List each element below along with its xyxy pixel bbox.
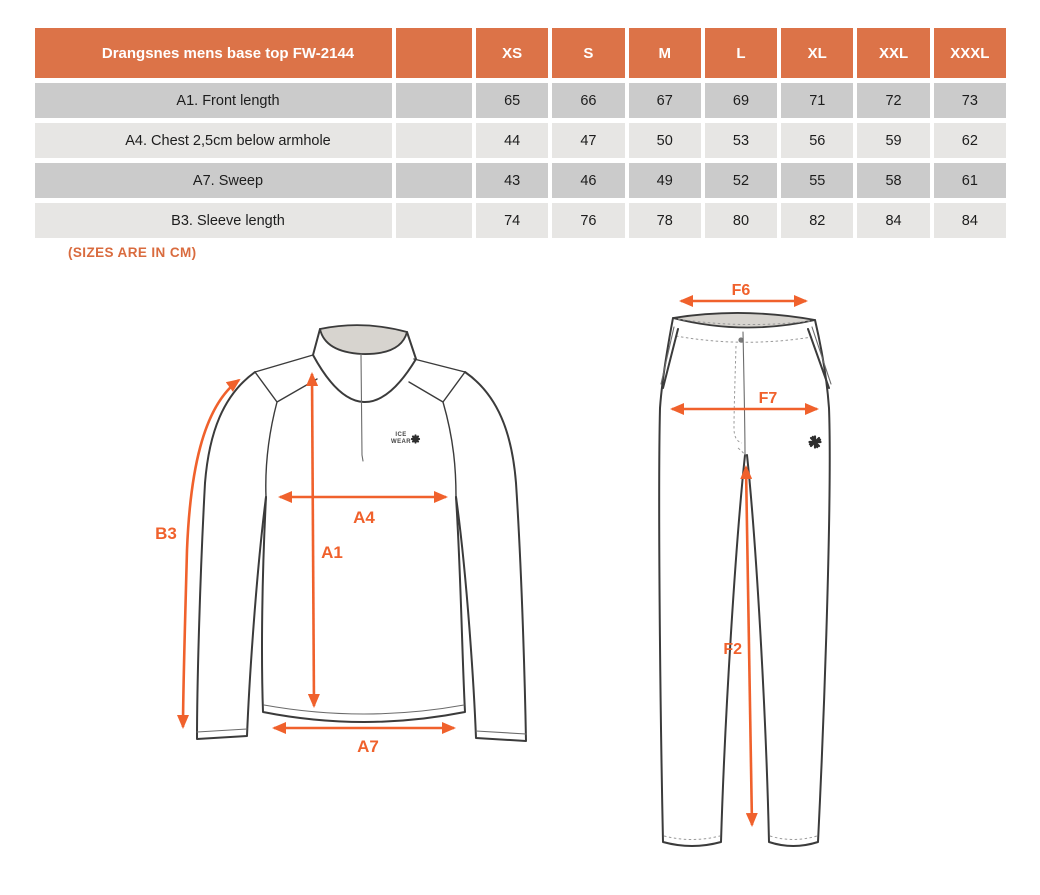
b3-label: B3 — [155, 524, 177, 543]
measurement-value: 49 — [629, 163, 701, 198]
measurement-value: 66 — [552, 83, 624, 118]
size-column-header: XL — [781, 28, 853, 78]
shirt-outline-group — [197, 325, 526, 741]
f7-label: F7 — [758, 390, 778, 407]
measurement-value: 80 — [705, 203, 777, 238]
f6-label: F6 — [731, 282, 751, 299]
empty-cell — [396, 123, 472, 158]
empty-cell — [396, 83, 472, 118]
measurement-value: 47 — [552, 123, 624, 158]
measurement-value: 56 — [781, 123, 853, 158]
measurement-value: 82 — [781, 203, 853, 238]
hem-stitch — [264, 705, 464, 714]
measurement-label: A7. Sweep — [35, 163, 392, 198]
pants-left-outer — [659, 318, 745, 846]
snowflake-icon — [412, 436, 419, 443]
measurement-row — [35, 163, 1006, 198]
size-column-header: M — [629, 28, 701, 78]
size-column-header: XS — [476, 28, 548, 78]
measurement-value: 59 — [857, 123, 929, 158]
collar-inside-fill — [320, 325, 407, 354]
measurement-value: 73 — [934, 83, 1006, 118]
left-cuff-stitch — [197, 729, 247, 732]
fly-stitch — [734, 346, 742, 443]
pants-drawing — [625, 280, 865, 880]
right-shoulder-seams — [409, 359, 465, 497]
right-pocket-edge — [812, 327, 831, 384]
measurement-value: 78 — [629, 203, 701, 238]
right-hem-stitch — [770, 836, 817, 840]
measurement-value: 74 — [476, 203, 548, 238]
size-table-body — [35, 83, 1006, 238]
measurement-value: 58 — [857, 163, 929, 198]
a4-label: A4 — [353, 508, 375, 527]
base-top-drawing — [150, 295, 590, 765]
measurement-value: 52 — [705, 163, 777, 198]
size-column-header: XXL — [857, 28, 929, 78]
pants-measure-arrows — [672, 282, 817, 825]
measurement-value: 84 — [857, 203, 929, 238]
measurement-row — [35, 123, 1006, 158]
measurement-label: A4. Chest 2,5cm below armhole — [35, 123, 392, 158]
measurement-value: 69 — [705, 83, 777, 118]
measurement-value: 65 — [476, 83, 548, 118]
measurement-value: 72 — [857, 83, 929, 118]
icewear-logo — [391, 432, 419, 445]
snowflake-logo — [810, 437, 821, 448]
a1-label: A1 — [321, 543, 343, 562]
pants-outline-group — [659, 313, 831, 846]
measurement-value: 62 — [934, 123, 1006, 158]
waistband-seam-stitch — [676, 336, 812, 342]
logo-text-wear: WEAR — [391, 439, 411, 445]
logo-text-ice: ICE — [395, 432, 407, 438]
measurement-row — [35, 83, 1006, 118]
waistband-inside-fill — [673, 313, 815, 328]
empty-cell — [396, 203, 472, 238]
measurement-value: 84 — [934, 203, 1006, 238]
size-table — [31, 23, 1010, 243]
product-title: Drangsnes mens base top FW-2144 — [35, 28, 392, 78]
empty-header-cell — [396, 28, 472, 78]
left-hem-stitch — [664, 836, 720, 840]
center-front-line — [743, 332, 745, 455]
size-column-header: XXXL — [934, 28, 1006, 78]
a7-label: A7 — [357, 737, 379, 756]
measurement-value: 76 — [552, 203, 624, 238]
left-shoulder-seams — [255, 355, 317, 497]
sizes-unit-note: (SIZES ARE IN CM) — [68, 245, 197, 260]
zipper-line — [361, 354, 363, 461]
b3-sleeve-arrow — [183, 380, 239, 727]
measurement-label: A1. Front length — [35, 83, 392, 118]
right-sleeve — [456, 372, 526, 741]
measurement-value: 55 — [781, 163, 853, 198]
measurement-value: 53 — [705, 123, 777, 158]
measurement-value: 71 — [781, 83, 853, 118]
measurement-value: 61 — [934, 163, 1006, 198]
top-measurement-diagram — [150, 295, 590, 770]
size-header-row — [35, 28, 1006, 78]
pants-measurement-diagram — [625, 280, 865, 885]
f2-label: F2 — [723, 641, 742, 658]
empty-cell — [396, 163, 472, 198]
measurement-value: 43 — [476, 163, 548, 198]
measurement-value: 44 — [476, 123, 548, 158]
shirt-measure-arrows — [155, 374, 454, 756]
measurement-value: 50 — [629, 123, 701, 158]
measurement-label: B3. Sleeve length — [35, 203, 392, 238]
a1-front-length-arrow — [312, 374, 314, 706]
right-cuff-stitch — [476, 731, 526, 734]
shirt-body — [262, 497, 465, 722]
crotch-stitch — [738, 448, 745, 455]
size-column-header: L — [705, 28, 777, 78]
measurement-value: 67 — [629, 83, 701, 118]
measurement-row — [35, 203, 1006, 238]
measurement-value: 46 — [552, 163, 624, 198]
f2-inseam-arrow — [746, 467, 752, 825]
size-column-header: S — [552, 28, 624, 78]
